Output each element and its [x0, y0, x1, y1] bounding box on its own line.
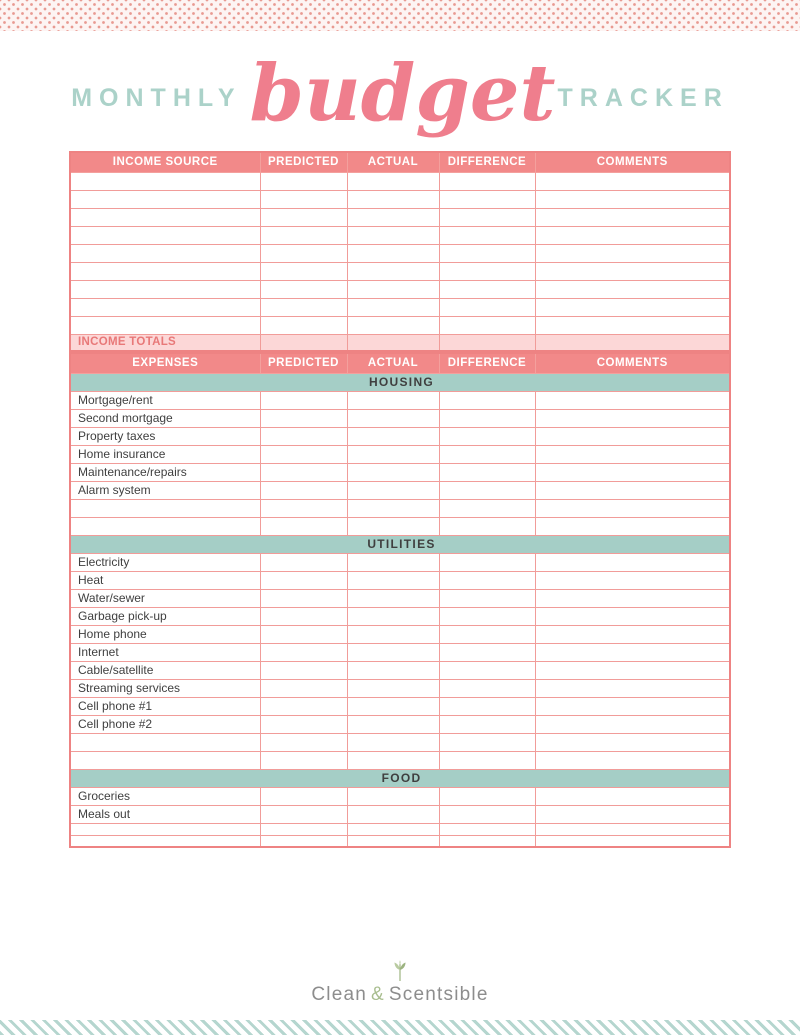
expense-value-cell [535, 409, 730, 427]
income-empty-cell [347, 172, 439, 190]
expense-label-cell: Home phone [70, 625, 260, 643]
expense-value-cell [439, 805, 535, 823]
income-empty-cell [347, 190, 439, 208]
expense-value-cell [347, 787, 439, 805]
income-empty-row [70, 244, 730, 262]
expense-value-cell [535, 679, 730, 697]
expense-value-cell [347, 427, 439, 445]
expense-value-cell [439, 715, 535, 733]
income-empty-cell [260, 316, 347, 334]
expense-value-cell [439, 679, 535, 697]
expense-value-cell [347, 697, 439, 715]
expense-row [70, 715, 730, 733]
expense-empty-cell [347, 517, 439, 535]
expense-value-cell [260, 607, 347, 625]
expense-empty-cell [439, 517, 535, 535]
expense-empty-cell [535, 733, 730, 751]
expense-label-cell: Heat [70, 571, 260, 589]
expense-empty-cell [260, 733, 347, 751]
expense-value-cell [260, 715, 347, 733]
expense-value-cell [347, 679, 439, 697]
expense-value-cell [347, 625, 439, 643]
income-empty-cell [260, 190, 347, 208]
income-empty-cell [260, 208, 347, 226]
income-empty-row [70, 280, 730, 298]
brand-word-scentsible: Scentsible [388, 984, 489, 1005]
expense-value-cell [535, 697, 730, 715]
expense-label-cell: Home insurance [70, 445, 260, 463]
expenses-header-row [70, 353, 730, 373]
expense-value-cell [439, 427, 535, 445]
income-header-4: COMMENTS [535, 152, 730, 172]
expenses-table-body [70, 373, 730, 847]
expense-empty-cell [347, 835, 439, 847]
expenses-header-0: EXPENSES [70, 353, 260, 373]
expense-value-cell [260, 589, 347, 607]
expense-empty-row [70, 823, 730, 835]
expense-value-cell [347, 607, 439, 625]
income-empty-cell [535, 280, 730, 298]
income-table [69, 151, 731, 352]
expense-value-cell [439, 625, 535, 643]
income-table-header [70, 152, 730, 172]
title-tracker: TRACKER [557, 83, 729, 112]
expense-empty-cell [439, 733, 535, 751]
income-empty-cell [347, 298, 439, 316]
expense-empty-cell [70, 733, 260, 751]
expense-value-cell [535, 445, 730, 463]
expense-value-cell [535, 805, 730, 823]
income-totals-label: INCOME TOTALS [70, 334, 260, 351]
expenses-header-4: COMMENTS [535, 353, 730, 373]
income-empty-cell [439, 298, 535, 316]
expense-empty-cell [439, 823, 535, 835]
expense-value-cell [535, 571, 730, 589]
expense-row [70, 643, 730, 661]
expense-row [70, 445, 730, 463]
expense-row [70, 607, 730, 625]
expense-value-cell [260, 445, 347, 463]
expense-row [70, 391, 730, 409]
income-empty-cell [439, 226, 535, 244]
income-empty-cell [260, 226, 347, 244]
expense-value-cell [535, 643, 730, 661]
expense-value-cell [347, 643, 439, 661]
income-empty-cell [535, 190, 730, 208]
expense-value-cell [347, 481, 439, 499]
expense-empty-cell [70, 835, 260, 847]
income-empty-cell [70, 316, 260, 334]
expense-value-cell [439, 787, 535, 805]
section-band-food: FOOD [70, 769, 730, 787]
expense-label-cell: Alarm system [70, 481, 260, 499]
section-band-row [70, 535, 730, 553]
expense-row [70, 589, 730, 607]
expense-value-cell [260, 697, 347, 715]
expense-label-cell: Mortgage/rent [70, 391, 260, 409]
expense-empty-row [70, 751, 730, 769]
expense-row [70, 661, 730, 679]
income-empty-cell [347, 244, 439, 262]
expense-empty-cell [535, 835, 730, 847]
expense-label-cell: Second mortgage [70, 409, 260, 427]
section-band-row [70, 769, 730, 787]
expense-empty-cell [439, 835, 535, 847]
expense-value-cell [260, 391, 347, 409]
income-empty-cell [535, 172, 730, 190]
income-empty-cell [535, 208, 730, 226]
income-empty-cell [70, 280, 260, 298]
section-band-utilities: UTILITIES [70, 535, 730, 553]
expense-value-cell [439, 463, 535, 481]
expense-value-cell [347, 715, 439, 733]
expense-row [70, 463, 730, 481]
expense-label-cell: Cable/satellite [70, 661, 260, 679]
expense-empty-cell [347, 823, 439, 835]
expense-value-cell [439, 643, 535, 661]
expense-value-cell [347, 805, 439, 823]
expense-empty-row [70, 835, 730, 847]
income-empty-cell [439, 280, 535, 298]
brand-ampersand: & [371, 984, 385, 1005]
expense-row [70, 697, 730, 715]
polka-dot-border [0, 0, 800, 33]
expense-empty-cell [347, 733, 439, 751]
income-empty-cell [347, 208, 439, 226]
expense-value-cell [260, 463, 347, 481]
expense-label-cell: Cell phone #2 [70, 715, 260, 733]
expense-empty-cell [260, 517, 347, 535]
expense-value-cell [260, 571, 347, 589]
income-empty-row [70, 208, 730, 226]
income-totals-row [70, 334, 730, 351]
diagonal-stripe-border [0, 1020, 800, 1035]
expense-empty-cell [260, 835, 347, 847]
expense-value-cell [439, 445, 535, 463]
income-header-row [70, 152, 730, 172]
expense-label-cell: Streaming services [70, 679, 260, 697]
expense-value-cell [535, 481, 730, 499]
expense-empty-cell [260, 823, 347, 835]
expense-row [70, 679, 730, 697]
income-empty-cell [260, 172, 347, 190]
expense-row [70, 625, 730, 643]
income-empty-row [70, 316, 730, 334]
income-totals-cell [260, 334, 347, 351]
expense-empty-cell [70, 823, 260, 835]
income-empty-row [70, 172, 730, 190]
expense-value-cell [260, 805, 347, 823]
expense-empty-row [70, 517, 730, 535]
expense-label-cell: Maintenance/repairs [70, 463, 260, 481]
expense-value-cell [260, 643, 347, 661]
section-band-row [70, 373, 730, 391]
expense-row [70, 409, 730, 427]
income-empty-cell [260, 262, 347, 280]
expense-label-cell: Electricity [70, 553, 260, 571]
expense-value-cell [347, 391, 439, 409]
expense-value-cell [260, 625, 347, 643]
expense-value-cell [535, 463, 730, 481]
income-empty-cell [535, 298, 730, 316]
income-empty-cell [439, 316, 535, 334]
income-totals-cell [439, 334, 535, 351]
title-budget-script: budget [249, 48, 556, 139]
income-empty-cell [70, 226, 260, 244]
expense-value-cell [260, 787, 347, 805]
expense-empty-cell [439, 751, 535, 769]
expense-row [70, 805, 730, 823]
expense-label-cell: Meals out [70, 805, 260, 823]
expense-row [70, 481, 730, 499]
expense-empty-cell [70, 499, 260, 517]
expense-value-cell [439, 661, 535, 679]
expenses-header-1: PREDICTED [260, 353, 347, 373]
income-empty-cell [439, 208, 535, 226]
income-empty-cell [70, 244, 260, 262]
expense-value-cell [347, 553, 439, 571]
income-empty-cell [439, 244, 535, 262]
expense-empty-cell [535, 517, 730, 535]
expense-empty-cell [347, 751, 439, 769]
expense-value-cell [260, 409, 347, 427]
income-table-body [70, 172, 730, 351]
expense-value-cell [535, 715, 730, 733]
income-empty-cell [70, 208, 260, 226]
expense-empty-cell [535, 751, 730, 769]
expense-value-cell [439, 589, 535, 607]
brand-footer [0, 960, 800, 1006]
income-header-2: ACTUAL [347, 152, 439, 172]
expense-value-cell [535, 553, 730, 571]
expenses-table [69, 352, 731, 848]
expense-empty-cell [70, 751, 260, 769]
expense-empty-cell [535, 823, 730, 835]
expense-value-cell [260, 661, 347, 679]
expense-empty-cell [70, 517, 260, 535]
expense-label-cell: Garbage pick-up [70, 607, 260, 625]
income-empty-cell [70, 172, 260, 190]
income-empty-cell [260, 280, 347, 298]
income-empty-row [70, 298, 730, 316]
expense-row [70, 427, 730, 445]
section-band-housing: HOUSING [70, 373, 730, 391]
income-empty-row [70, 190, 730, 208]
expense-label-cell: Internet [70, 643, 260, 661]
expense-value-cell [260, 481, 347, 499]
expense-label-cell: Property taxes [70, 427, 260, 445]
expense-value-cell [535, 607, 730, 625]
expense-value-cell [347, 661, 439, 679]
expense-value-cell [439, 571, 535, 589]
expense-row [70, 553, 730, 571]
income-empty-cell [347, 316, 439, 334]
expenses-header-3: DIFFERENCE [439, 353, 535, 373]
expense-value-cell [439, 481, 535, 499]
page-title [0, 45, 800, 151]
income-empty-cell [70, 262, 260, 280]
expense-value-cell [347, 445, 439, 463]
expense-label-cell: Water/sewer [70, 589, 260, 607]
income-totals-cell [347, 334, 439, 351]
income-empty-cell [439, 172, 535, 190]
expense-value-cell [535, 427, 730, 445]
expense-value-cell [260, 553, 347, 571]
expense-value-cell [439, 553, 535, 571]
expense-empty-cell [260, 499, 347, 517]
income-empty-cell [535, 316, 730, 334]
expense-value-cell [439, 391, 535, 409]
expense-label-cell: Cell phone #1 [70, 697, 260, 715]
leaf-sprig-icon [387, 960, 413, 982]
expenses-header-2: ACTUAL [347, 353, 439, 373]
expense-empty-cell [439, 499, 535, 517]
expense-row [70, 787, 730, 805]
brand-word-clean: Clean [311, 984, 368, 1005]
income-empty-cell [439, 190, 535, 208]
income-empty-cell [260, 298, 347, 316]
brand-name [311, 984, 488, 1006]
income-header-1: PREDICTED [260, 152, 347, 172]
income-empty-cell [535, 244, 730, 262]
income-empty-row [70, 262, 730, 280]
income-empty-cell [347, 226, 439, 244]
expense-value-cell [439, 607, 535, 625]
expenses-table-header [70, 353, 730, 373]
expense-value-cell [260, 679, 347, 697]
expense-value-cell [347, 589, 439, 607]
expense-empty-cell [535, 499, 730, 517]
income-empty-cell [70, 298, 260, 316]
expense-row [70, 571, 730, 589]
expense-value-cell [347, 409, 439, 427]
income-totals-cell [535, 334, 730, 351]
income-header-0: INCOME SOURCE [70, 152, 260, 172]
income-empty-cell [535, 262, 730, 280]
income-empty-cell [535, 226, 730, 244]
expense-value-cell [439, 697, 535, 715]
title-monthly: MONTHLY [71, 83, 242, 112]
expense-value-cell [439, 409, 535, 427]
income-header-3: DIFFERENCE [439, 152, 535, 172]
expense-value-cell [535, 787, 730, 805]
expense-value-cell [347, 571, 439, 589]
expense-empty-row [70, 733, 730, 751]
expense-value-cell [535, 391, 730, 409]
expense-empty-cell [347, 499, 439, 517]
income-empty-cell [347, 280, 439, 298]
income-empty-cell [70, 190, 260, 208]
expense-value-cell [535, 589, 730, 607]
income-empty-cell [260, 244, 347, 262]
income-empty-row [70, 226, 730, 244]
income-empty-cell [439, 262, 535, 280]
expense-empty-cell [260, 751, 347, 769]
expense-empty-row [70, 499, 730, 517]
expense-value-cell [535, 625, 730, 643]
expense-value-cell [260, 427, 347, 445]
income-empty-cell [347, 262, 439, 280]
expense-value-cell [347, 463, 439, 481]
expense-value-cell [535, 661, 730, 679]
expense-label-cell: Groceries [70, 787, 260, 805]
